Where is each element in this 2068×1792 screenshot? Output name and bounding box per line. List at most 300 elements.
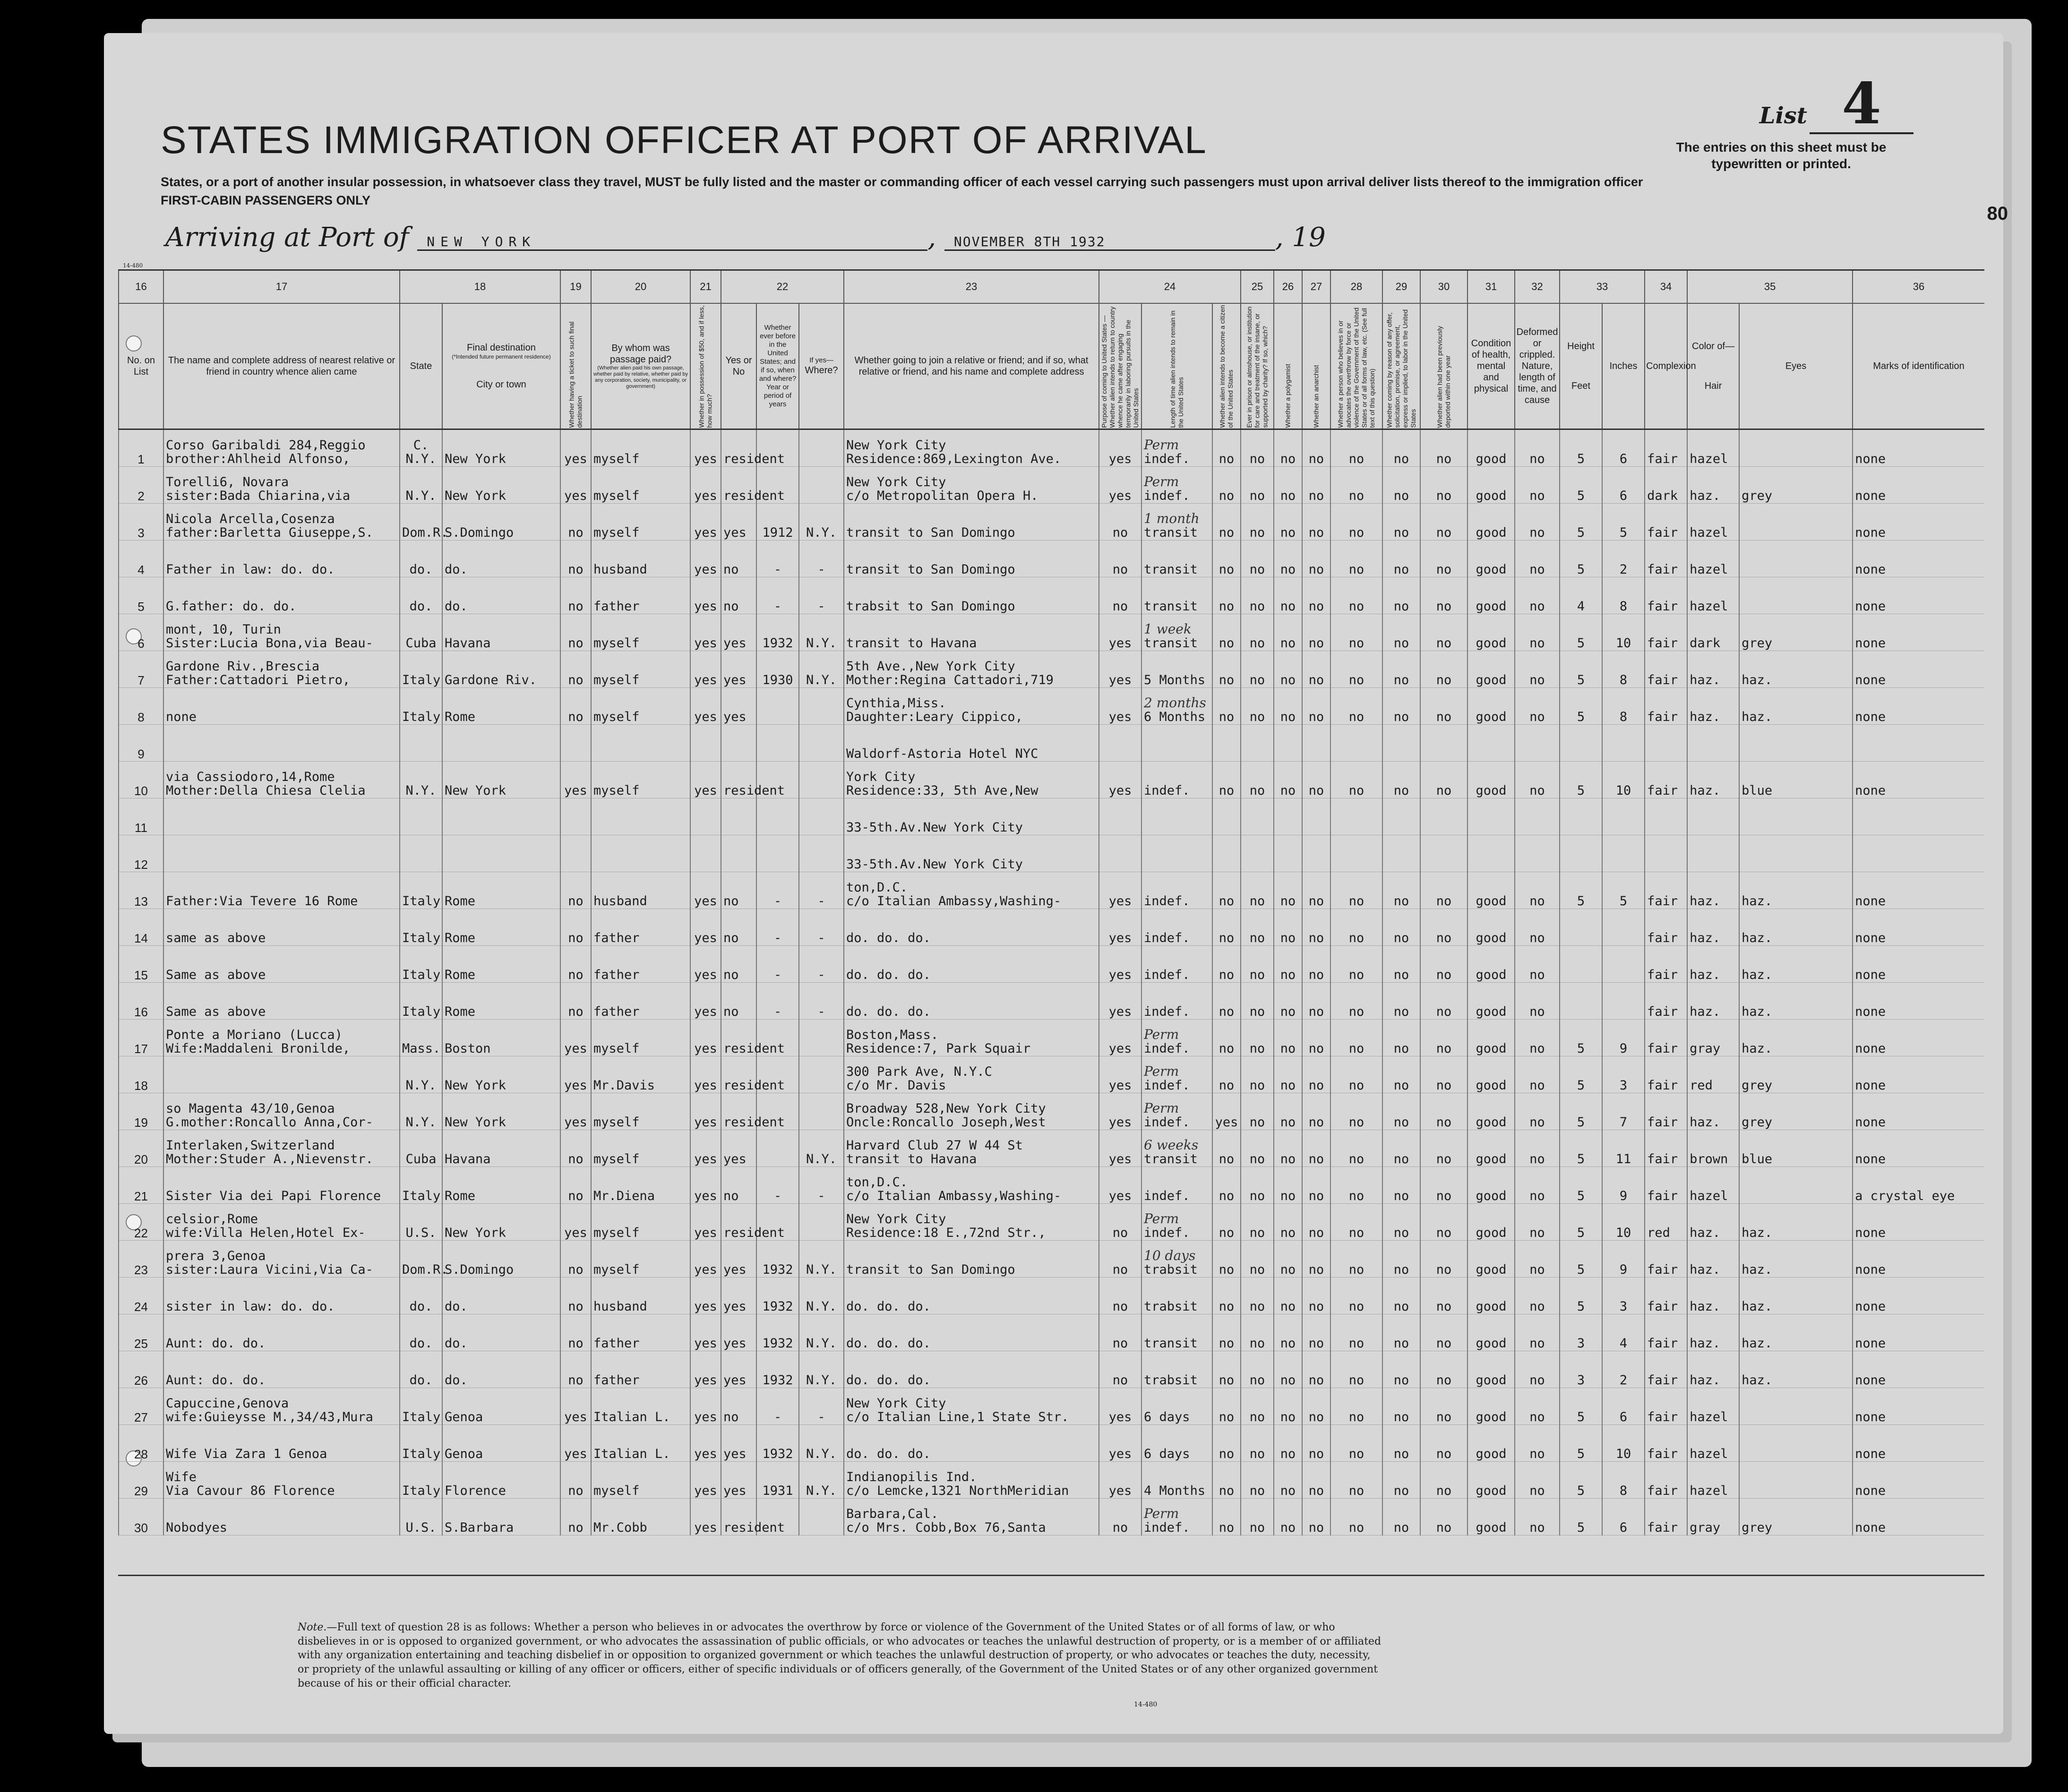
cell-height-feet: 4 — [1560, 577, 1602, 614]
list-label: List — [1759, 103, 1807, 129]
cell-fifty-dollars — [690, 725, 721, 762]
nearest-relative-line-2: Wife Via Zara 1 Genoa — [166, 1447, 327, 1462]
cell-city: do. — [442, 540, 560, 577]
cell-joining — [844, 1093, 1099, 1130]
cell-passage-paid: father — [591, 946, 690, 983]
sheet-number: 80 — [1987, 203, 2008, 224]
cell-health: good — [1467, 467, 1515, 504]
cell-joining — [844, 688, 1099, 725]
cell-hair: hazel — [1687, 1462, 1739, 1499]
cell-height-inches: 8 — [1602, 688, 1645, 725]
cell-prison: no — [1241, 1388, 1274, 1425]
cell-return: yes — [1099, 1093, 1141, 1130]
joining-line-2: Residence:7, Park Squair — [846, 1041, 1031, 1056]
cell-complexion: fair — [1645, 1056, 1687, 1093]
cell-deported: no — [1420, 651, 1467, 688]
cell-citizen: no — [1212, 614, 1241, 651]
cell-length-of-stay — [1141, 983, 1212, 1020]
cell-height-feet: 5 — [1560, 1388, 1602, 1425]
cell-before-where — [799, 688, 844, 725]
header-height-feet — [1560, 303, 1602, 429]
cell-length-of-stay — [1141, 1462, 1212, 1499]
length-value: indef. — [1144, 931, 1190, 946]
cell-ticket — [560, 835, 591, 872]
cell-overthrow: no — [1330, 1130, 1382, 1167]
cell-fifty-dollars: yes — [690, 467, 721, 504]
cell-anarchist: no — [1302, 1462, 1330, 1499]
cell-height-inches: 8 — [1602, 577, 1645, 614]
cell-polygamist: no — [1274, 1241, 1302, 1278]
cell-state — [400, 1130, 442, 1167]
nearest-relative-line-2: Wife:Maddaleni Bronilde, — [166, 1041, 351, 1056]
cell-deported: no — [1420, 1425, 1467, 1462]
cell-marks: none — [1853, 688, 1984, 725]
cell-joining — [844, 1425, 1099, 1462]
cell-passage-paid: Italian L. — [591, 1388, 690, 1425]
cell-deported: no — [1420, 1056, 1467, 1093]
cell-anarchist: no — [1302, 1130, 1330, 1167]
cell-joining — [844, 651, 1099, 688]
cell-nearest-relative — [163, 1241, 400, 1278]
cell-polygamist: no — [1274, 651, 1302, 688]
cell-passage-paid: myself — [591, 1093, 690, 1130]
cell-list-number: 28 — [119, 1425, 163, 1462]
cell-list-number: 8 — [119, 688, 163, 725]
cell-hair: red — [1687, 1056, 1739, 1093]
cell-complexion — [1645, 835, 1687, 872]
cell-prison: no — [1241, 1204, 1274, 1241]
cell-labor-offer: no — [1382, 651, 1420, 688]
cell-nearest-relative — [163, 725, 400, 762]
header-eyes: Eyes — [1739, 303, 1853, 429]
cell-complexion: fair — [1645, 1425, 1687, 1462]
cell-overthrow: no — [1330, 1167, 1382, 1204]
state-line-2: Italy — [402, 931, 441, 946]
col-num-21: 21 — [690, 271, 721, 303]
cell-polygamist: no — [1274, 1204, 1302, 1241]
cell-before-where: - — [799, 1388, 844, 1425]
cell-health: good — [1467, 1167, 1515, 1204]
cell-deported — [1420, 835, 1467, 872]
cell-before-where — [799, 725, 844, 762]
header-health: Condition of health, mental and physical — [1467, 303, 1515, 429]
nearest-relative-line-2: Same as above — [166, 1004, 266, 1020]
cell-height-inches: 3 — [1602, 1056, 1645, 1093]
cell-marks: none — [1853, 983, 1984, 1020]
cell-height-inches — [1602, 983, 1645, 1020]
cell-complexion: fair — [1645, 1167, 1687, 1204]
cell-polygamist: no — [1274, 1093, 1302, 1130]
cell-polygamist: no — [1274, 1167, 1302, 1204]
cell-length-of-stay — [1141, 872, 1212, 909]
cell-anarchist: no — [1302, 467, 1330, 504]
col-num-22: 22 — [721, 271, 844, 303]
cell-eyes: haz. — [1739, 872, 1853, 909]
cell-before-yesno: no — [721, 872, 756, 909]
cell-eyes — [1739, 725, 1853, 762]
cell-prison: no — [1241, 467, 1274, 504]
cell-nearest-relative — [163, 504, 400, 540]
length-value: trabsit — [1144, 1299, 1198, 1314]
cell-height-feet — [1560, 835, 1602, 872]
nearest-relative-line-2: Nobodyes — [166, 1520, 228, 1535]
cell-nearest-relative — [163, 1020, 400, 1056]
cell-deformed: no — [1515, 1204, 1560, 1241]
table-row — [119, 429, 1984, 467]
cell-deported — [1420, 725, 1467, 762]
header-before-ifyes: If yes— — [809, 356, 833, 364]
cell-nearest-relative — [163, 1167, 400, 1204]
cell-before-yesno — [721, 835, 756, 872]
cell-before-year: 1932 — [756, 1278, 799, 1314]
state-line-2: Italy — [402, 894, 441, 909]
cell-prison: no — [1241, 1020, 1274, 1056]
cell-list-number: 13 — [119, 872, 163, 909]
cell-prison: no — [1241, 429, 1274, 467]
cell-height-feet: 5 — [1560, 1204, 1602, 1241]
cell-height-inches: 6 — [1602, 429, 1645, 467]
cell-complexion: fair — [1645, 1241, 1687, 1278]
cell-labor-offer: no — [1382, 688, 1420, 725]
cell-before-yesno: resident — [721, 762, 756, 798]
cell-eyes: grey — [1739, 614, 1853, 651]
cell-return: yes — [1099, 1388, 1141, 1425]
cell-prison: no — [1241, 762, 1274, 798]
cell-joining — [844, 909, 1099, 946]
length-value: 6 Months — [1144, 710, 1206, 725]
cell-before-where — [799, 835, 844, 872]
cell-deformed: no — [1515, 1093, 1560, 1130]
cell-joining — [844, 1167, 1099, 1204]
cell-prison: no — [1241, 1241, 1274, 1278]
state-line-2: U.S. — [405, 1520, 437, 1535]
table-row — [119, 762, 1984, 798]
cell-joining — [844, 725, 1099, 762]
cell-complexion: dark — [1645, 467, 1687, 504]
cell-length-of-stay — [1141, 1388, 1212, 1425]
cell-complexion: fair — [1645, 504, 1687, 540]
cell-length-of-stay — [1141, 1056, 1212, 1093]
cell-citizen: no — [1212, 1130, 1241, 1167]
cell-eyes: haz. — [1739, 946, 1853, 983]
cell-return: no — [1099, 1314, 1141, 1351]
cell-overthrow: no — [1330, 1241, 1382, 1278]
cell-height-inches: 10 — [1602, 1204, 1645, 1241]
cell-eyes: blue — [1739, 762, 1853, 798]
header-height: Height — [1567, 341, 1595, 352]
cell-ticket: yes — [560, 467, 591, 504]
state-line-2: Italy — [402, 1483, 441, 1499]
cell-anarchist: no — [1302, 1167, 1330, 1204]
handwritten-note: Perm — [1144, 1063, 1179, 1079]
col-num-27: 27 — [1302, 271, 1330, 303]
cell-fifty-dollars: yes — [690, 983, 721, 1020]
cell-anarchist: no — [1302, 1351, 1330, 1388]
cell-complexion: fair — [1645, 1462, 1687, 1499]
cell-hair — [1687, 798, 1739, 835]
cell-height-feet — [1560, 946, 1602, 983]
cell-before-year: - — [756, 1388, 799, 1425]
cell-city: Rome — [442, 1167, 560, 1204]
cell-marks: none — [1853, 1241, 1984, 1278]
cell-deported: no — [1420, 429, 1467, 467]
cell-deported: no — [1420, 1278, 1467, 1314]
cell-overthrow: no — [1330, 504, 1382, 540]
cell-length-of-stay — [1141, 688, 1212, 725]
cell-polygamist: no — [1274, 540, 1302, 577]
cell-deported: no — [1420, 946, 1467, 983]
cell-hair: haz. — [1687, 762, 1739, 798]
cell-labor-offer: no — [1382, 1241, 1420, 1278]
cell-hair: gray — [1687, 1020, 1739, 1056]
cell-health: good — [1467, 1056, 1515, 1093]
cell-eyes: haz. — [1739, 1204, 1853, 1241]
cell-ticket — [560, 725, 591, 762]
col-num-29: 29 — [1382, 271, 1420, 303]
cell-deported: no — [1420, 504, 1467, 540]
cell-polygamist: no — [1274, 762, 1302, 798]
cell-list-number: 15 — [119, 946, 163, 983]
cell-polygamist: no — [1274, 688, 1302, 725]
cell-deported: no — [1420, 909, 1467, 946]
nearest-relative-line-2: Sister:Lucia Bona,via Beau- — [166, 636, 373, 651]
cell-before-year: 1932 — [756, 614, 799, 651]
cell-nearest-relative — [163, 1093, 400, 1130]
cell-deported: no — [1420, 467, 1467, 504]
cell-city: New York — [442, 762, 560, 798]
cell-passage-paid: myself — [591, 467, 690, 504]
cell-before-where: N.Y. — [799, 614, 844, 651]
footnote — [298, 1621, 1384, 1690]
cell-state — [400, 1314, 442, 1351]
table-row — [119, 504, 1984, 540]
nearest-relative-line-2: sister:Laura Vicini,Via Ca- — [166, 1262, 373, 1278]
cell-deformed: no — [1515, 1314, 1560, 1351]
cell-deformed: no — [1515, 946, 1560, 983]
nearest-relative-line-1: celsior,Rome — [166, 1211, 258, 1226]
cell-state — [400, 651, 442, 688]
length-value: indef. — [1144, 1189, 1190, 1204]
cell-before-year: - — [756, 983, 799, 1020]
cell-return: yes — [1099, 1462, 1141, 1499]
cell-return: yes — [1099, 872, 1141, 909]
cell-list-number: 5 — [119, 577, 163, 614]
cell-fifty-dollars: yes — [690, 1130, 721, 1167]
cell-length-of-stay — [1141, 798, 1212, 835]
cell-citizen: no — [1212, 1278, 1241, 1314]
cell-labor-offer: no — [1382, 540, 1420, 577]
cell-labor-offer: no — [1382, 762, 1420, 798]
cell-polygamist: no — [1274, 429, 1302, 467]
cell-state — [400, 725, 442, 762]
cell-deported: no — [1420, 540, 1467, 577]
cell-city: Rome — [442, 983, 560, 1020]
cell-passage-paid: father — [591, 1351, 690, 1388]
cell-length-of-stay — [1141, 1167, 1212, 1204]
cell-list-number: 6 — [119, 614, 163, 651]
joining-line-1: Broadway 528,New York City — [846, 1101, 1046, 1116]
cell-ticket: no — [560, 1130, 591, 1167]
cell-overthrow: no — [1330, 1351, 1382, 1388]
cell-state — [400, 1056, 442, 1093]
cell-nearest-relative — [163, 1388, 400, 1425]
cell-complexion: fair — [1645, 1351, 1687, 1388]
cell-polygamist: no — [1274, 614, 1302, 651]
cell-anarchist: no — [1302, 1093, 1330, 1130]
cell-ticket: yes — [560, 1425, 591, 1462]
cell-state — [400, 1278, 442, 1314]
col-num-33: 33 — [1560, 271, 1645, 303]
length-value: transit — [1144, 636, 1198, 651]
cell-before-where: N.Y. — [799, 504, 844, 540]
cell-polygamist: no — [1274, 467, 1302, 504]
cell-passage-paid — [591, 835, 690, 872]
header-ticket: Whether having a ticket to such final destination — [560, 303, 591, 429]
cell-before-yesno: yes — [721, 504, 756, 540]
cell-height-feet: 5 — [1560, 1241, 1602, 1278]
handwritten-note: 1 week — [1144, 621, 1192, 637]
cell-passage-paid: Italian L. — [591, 1425, 690, 1462]
table-row — [119, 1278, 1984, 1314]
cell-length-of-stay — [1141, 467, 1212, 504]
table-row — [119, 467, 1984, 504]
nearest-relative-line-2: brother:Ahlheid Alfonso, — [166, 452, 351, 467]
cell-before-year — [756, 798, 799, 835]
cell-deformed: no — [1515, 762, 1560, 798]
cell-hair: haz. — [1687, 946, 1739, 983]
cell-citizen: no — [1212, 540, 1241, 577]
manifest-sheet — [104, 33, 2008, 1734]
cell-passage-paid: myself — [591, 651, 690, 688]
cell-prison: no — [1241, 1130, 1274, 1167]
cell-before-where: N.Y. — [799, 1314, 844, 1351]
nearest-relative-line-2: Father:Via Tevere 16 Rome — [166, 894, 358, 909]
table-row — [119, 835, 1984, 872]
cell-height-feet: 5 — [1560, 762, 1602, 798]
cell-prison: no — [1241, 614, 1274, 651]
joining-line-2: c/o Mrs. Cobb,Box 76,Santa — [846, 1520, 1046, 1535]
cell-city: New York — [442, 1204, 560, 1241]
cell-prison: no — [1241, 909, 1274, 946]
state-line-2: N.Y. — [405, 783, 437, 798]
cell-fifty-dollars: yes — [690, 1425, 721, 1462]
cell-before-year: - — [756, 1167, 799, 1204]
cell-before-year — [756, 1130, 799, 1167]
cell-ticket: yes — [560, 429, 591, 467]
cell-before-yesno: yes — [721, 688, 756, 725]
cell-anarchist: no — [1302, 1204, 1330, 1241]
cell-return: yes — [1099, 1020, 1141, 1056]
cell-height-feet: 5 — [1560, 1167, 1602, 1204]
cell-before-where: - — [799, 577, 844, 614]
state-line-2: N.Y. — [405, 489, 437, 504]
cell-deported: no — [1420, 762, 1467, 798]
cell-nearest-relative — [163, 983, 400, 1020]
cell-anarchist: no — [1302, 909, 1330, 946]
state-line-2: N.Y. — [405, 452, 437, 467]
cell-nearest-relative — [163, 688, 400, 725]
cell-complexion: fair — [1645, 1130, 1687, 1167]
cell-hair: hazel — [1687, 1167, 1739, 1204]
cell-prison: no — [1241, 872, 1274, 909]
handwritten-note: Perm — [1144, 1026, 1179, 1042]
year-label: 19 — [1292, 222, 1326, 253]
header-feet: Feet — [1571, 381, 1591, 391]
cell-polygamist: no — [1274, 577, 1302, 614]
header-before-yesno: Yes or No — [721, 303, 756, 429]
state-line-2: Italy — [402, 673, 441, 688]
header-final-destination-sub: (*Intended future permanent residence) — [452, 353, 551, 360]
state-line-2: do. — [409, 599, 433, 614]
cell-labor-offer: no — [1382, 909, 1420, 946]
length-value: transit — [1144, 1336, 1198, 1351]
cell-nearest-relative — [163, 1425, 400, 1462]
cell-health: good — [1467, 1351, 1515, 1388]
cell-polygamist: no — [1274, 1462, 1302, 1499]
cell-height-feet — [1560, 983, 1602, 1020]
nearest-relative-line-1: mont, 10, Turin — [166, 622, 281, 637]
header-nearest-relative: The name and complete address of nearest relative or friend in country whence alien came — [163, 303, 400, 429]
joining-line-2: do. do. do. — [846, 1336, 931, 1351]
cell-nearest-relative — [163, 1314, 400, 1351]
cell-before-yesno: no — [721, 909, 756, 946]
cell-fifty-dollars: yes — [690, 909, 721, 946]
cell-city — [442, 725, 560, 762]
cell-health: good — [1467, 909, 1515, 946]
cell-city: New York — [442, 467, 560, 504]
cell-height-feet: 5 — [1560, 1056, 1602, 1093]
table-row — [119, 1351, 1984, 1388]
cell-marks: none — [1853, 1499, 1984, 1535]
cell-labor-offer — [1382, 835, 1420, 872]
cell-citizen: no — [1212, 577, 1241, 614]
joining-line-2: c/o Mr. Davis — [846, 1078, 946, 1093]
cell-eyes: haz. — [1739, 688, 1853, 725]
cell-nearest-relative — [163, 1278, 400, 1314]
cell-citizen: no — [1212, 1388, 1241, 1425]
cell-marks: none — [1853, 1093, 1984, 1130]
header-overthrow: Whether a person who believes in or advocates the overthrow by force or violence of the Government of the United States or of all forms of law, etc. (See full text of this question) — [1330, 303, 1382, 429]
cell-before-yesno: no — [721, 577, 756, 614]
state-line-2: N.Y. — [405, 1078, 437, 1093]
cell-fifty-dollars: yes — [690, 1167, 721, 1204]
cell-polygamist: no — [1274, 983, 1302, 1020]
cell-city: Boston — [442, 1020, 560, 1056]
length-value: indef. — [1144, 1115, 1190, 1130]
cell-length-of-stay — [1141, 946, 1212, 983]
cell-before-yesno: no — [721, 983, 756, 1020]
cell-marks — [1853, 725, 1984, 762]
cell-complexion: fair — [1645, 429, 1687, 467]
cell-city: do. — [442, 577, 560, 614]
cell-health: good — [1467, 983, 1515, 1020]
cell-labor-offer: no — [1382, 429, 1420, 467]
cell-health: good — [1467, 872, 1515, 909]
cell-return: yes — [1099, 762, 1141, 798]
cell-hair: hazel — [1687, 504, 1739, 540]
cell-health: good — [1467, 688, 1515, 725]
cell-height-inches — [1602, 835, 1645, 872]
cell-labor-offer: no — [1382, 946, 1420, 983]
cell-hair: haz. — [1687, 1314, 1739, 1351]
cell-anarchist: no — [1302, 504, 1330, 540]
cell-overthrow: no — [1330, 909, 1382, 946]
cell-ticket: no — [560, 1167, 591, 1204]
joining-line-2: Residence:33, 5th Ave,New — [846, 783, 1038, 798]
cell-complexion: fair — [1645, 762, 1687, 798]
length-value: indef. — [1144, 1078, 1190, 1093]
cell-nearest-relative — [163, 946, 400, 983]
